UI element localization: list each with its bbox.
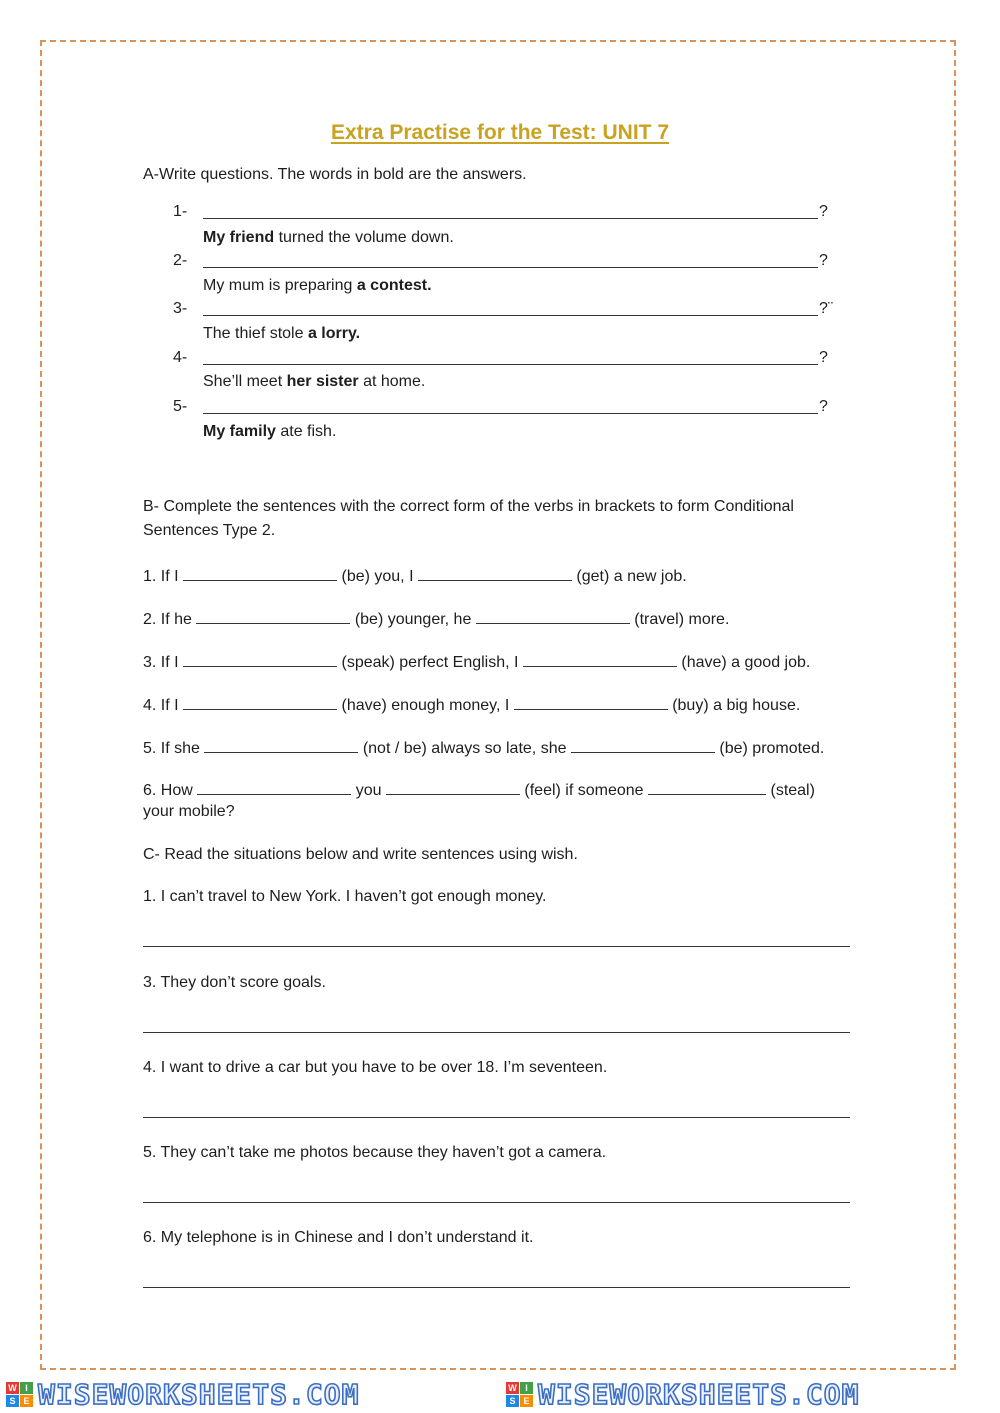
question-number: 5-	[173, 398, 188, 415]
conditional-sentence: 2. If he (be) younger, he (travel) more.	[143, 611, 730, 628]
brand-wordmark[interactable]: WISEWORKSHEETS.COM	[538, 1378, 860, 1411]
question-number: 4-	[173, 349, 188, 366]
answer-blank[interactable]	[183, 695, 337, 710]
question-number: 2-	[173, 252, 188, 269]
answer-hint: My mum is preparing a contest.	[203, 277, 432, 294]
situation-text: 6. My telephone is in Chinese and I don’t understand it.	[143, 1229, 534, 1246]
section-b-heading-cont: Sentences Type 2.	[143, 522, 276, 539]
answer-line[interactable]	[203, 315, 818, 316]
question-mark: ?	[819, 252, 828, 269]
situation-text: 4. I want to drive a car but you have to be over 18. I’m seventeen.	[143, 1059, 608, 1076]
section-b-heading: B- Complete the sentences with the correct form of the verbs in brackets to form Conditional	[143, 498, 794, 515]
footer-banner	[0, 1378, 1000, 1413]
answer-blank[interactable]	[514, 695, 668, 710]
answer-blank[interactable]	[571, 738, 715, 753]
conditional-sentence-cont: your mobile?	[143, 803, 235, 820]
answer-line[interactable]	[203, 364, 818, 365]
answer-line[interactable]	[143, 1287, 850, 1288]
answer-hint: She’ll meet her sister at home.	[203, 373, 426, 390]
section-a-heading: A-Write questions. The words in bold are the answers.	[143, 166, 527, 183]
answer-hint: My family ate fish.	[203, 423, 337, 440]
conditional-sentence: 1. If I (be) you, I (get) a new job.	[143, 568, 687, 585]
answer-line[interactable]	[203, 413, 818, 414]
brand-logo-icon: W I S E	[6, 1382, 34, 1408]
question-number: 1-	[173, 203, 188, 220]
answer-blank[interactable]	[183, 566, 337, 581]
conditional-sentence: 5. If she (not / be) always so late, she (be) promoted.	[143, 740, 825, 757]
answer-blank[interactable]	[196, 609, 350, 624]
answer-blank[interactable]	[648, 780, 766, 795]
situation-text: 1. I can’t travel to New York. I haven’t got enough money.	[143, 888, 547, 905]
answer-line[interactable]	[143, 1117, 850, 1118]
section-c-heading: C- Read the situations below and write sentences using wish.	[143, 846, 578, 863]
conditional-sentence: 4. If I (have) enough money, I (buy) a big house.	[143, 697, 801, 714]
answer-blank[interactable]	[418, 566, 572, 581]
question-mark: ?	[819, 349, 828, 366]
conditional-sentence: 3. If I (speak) perfect English, I (have) a good job.	[143, 654, 811, 671]
answer-hint: My friend turned the volume down.	[203, 229, 454, 246]
worksheet-title: Extra Practise for the Test: UNIT 7	[330, 121, 670, 144]
answer-line[interactable]	[143, 1032, 850, 1033]
question-mark: ?	[819, 398, 828, 415]
question-mark: ?	[819, 203, 828, 220]
answer-line[interactable]	[203, 267, 818, 268]
answer-blank[interactable]	[523, 652, 677, 667]
brand-logo-icon: W I S E	[506, 1382, 534, 1408]
situation-text: 3. They don’t score goals.	[143, 974, 326, 991]
answer-blank[interactable]	[183, 652, 337, 667]
situation-text: 5. They can’t take me photos because they haven’t got a camera.	[143, 1144, 607, 1161]
question-mark: ?¨	[819, 300, 834, 317]
answer-line[interactable]	[203, 218, 818, 219]
answer-hint: The thief stole a lorry.	[203, 325, 361, 342]
question-number: 3-	[173, 300, 188, 317]
answer-blank[interactable]	[386, 780, 520, 795]
answer-blank[interactable]	[204, 738, 358, 753]
answer-line[interactable]	[143, 1202, 850, 1203]
answer-blank[interactable]	[197, 780, 351, 795]
conditional-sentence: 6. How you (feel) if someone (steal)	[143, 782, 815, 799]
answer-line[interactable]	[143, 946, 850, 947]
answer-blank[interactable]	[476, 609, 630, 624]
brand-wordmark[interactable]: WISEWORKSHEETS.COM	[38, 1378, 360, 1411]
